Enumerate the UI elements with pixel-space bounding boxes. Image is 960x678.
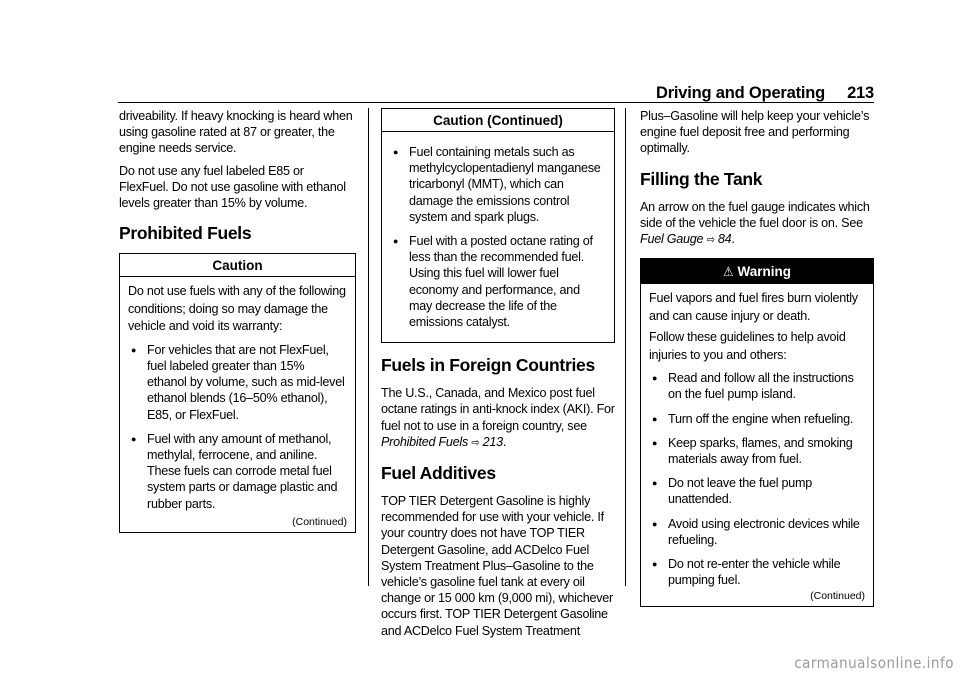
cross-reference-link[interactable]: Prohibited Fuels	[381, 434, 469, 449]
list-item: ● Fuel with any amount of methanol, methylal, ferrocene, and aniline. These fuels can corrode metal fuel system parts or damage plastic and rubber parts.	[128, 431, 347, 512]
warning-intro: Follow these guidelines to help avoid injuries to you and others:	[649, 330, 846, 362]
page-header	[656, 84, 874, 103]
cross-reference-link[interactable]: Fuel Gauge	[640, 232, 704, 247]
paragraph: driveability. If heavy knocking is heard when using gasoline rated at 87 or greater, the engine needs service.	[119, 109, 353, 156]
column-3	[640, 108, 874, 607]
watermark: carmanualsonline.info	[794, 654, 954, 672]
caution-title: Caution (Continued)	[382, 109, 614, 132]
list-item: ● Do not re-enter the vehicle while pumping fuel.	[649, 556, 865, 588]
paragraph: The U.S., Canada, and Mexico post fuel octane ratings in anti-knock index (AKI). For fuel not to use in a foreign country, see Prohibited Fuels ⇨ 213.	[381, 386, 615, 449]
section-heading: Fuels in Foreign Countries	[381, 355, 595, 376]
continued-label: (Continued)	[292, 515, 347, 528]
list-item: ● Fuel with a posted octane rating of less than the recommended fuel. Using this fuel will lower fuel economy and performance, and may decrease the life of the emissions catalyst.	[390, 233, 606, 330]
paragraph: TOP TIER Detergent Gasoline is highly recommended for use with your vehicle. If your country does not have TOP TIER Detergent Gasoline, add ACDelco Fuel System Treatment Plus–Gasoline to the vehicle’s gasoline fuel tank at every oil change or 15 000 km (9,000 mi), whichever occurs first. TOP TIER Detergent Gasoline and ACDelco Fuel System Treatment	[381, 494, 613, 638]
list-item: ● Read and follow all the instructions on the fuel pump island.	[649, 370, 865, 402]
paragraph-text: An arrow on the fuel gauge indicates which side of the vehicle the fuel door is on. See	[640, 199, 870, 230]
warning-triangle-icon: ⚠	[723, 264, 734, 280]
section-title: Driving and Operating	[655, 84, 826, 102]
column-divider	[368, 108, 369, 586]
caution-intro: Do not use fuels with any of the following conditions; doing so may damage the vehicle and void its warranty:	[128, 284, 346, 334]
section-heading: Prohibited Fuels	[119, 223, 252, 244]
paragraph: Plus–Gasoline will help keep your vehicle’s engine fuel deposit free and performing optimally.	[640, 109, 870, 156]
warning-title: Warning	[737, 264, 791, 280]
page-arrow-icon: ⇨	[706, 234, 715, 247]
paragraph: An arrow on the fuel gauge indicates which side of the vehicle the fuel door is on. See Fuel Gauge ⇨ 84.	[640, 199, 870, 247]
paragraph-text: The U.S., Canada, and Mexico post fuel octane ratings in anti-knock index (AKI). For fuel not to use in a foreign country, see	[381, 386, 615, 433]
section-heading: Filling the Tank	[640, 168, 763, 189]
caution-continued-box	[381, 108, 615, 343]
header-divider	[118, 102, 874, 103]
caution-title: Caution	[120, 254, 355, 277]
list-item: ● Avoid using electronic devices while refueling.	[649, 516, 865, 548]
warning-box	[640, 258, 874, 607]
column-1	[119, 108, 356, 533]
list-item: ● For vehicles that are not FlexFuel, fuel labeled greater than 15% ethanol by volume, such as mid-level ethanol blends (16–50% ethanol), E85, or FlexFuel.	[128, 342, 347, 423]
section-heading: Fuel Additives	[381, 463, 496, 484]
column-2	[381, 108, 615, 645]
list-item: ● Fuel containing metals such as methylcyclopentadienyl manganese tricarbonyl (MMT), which can damage the emissions control system and spark plugs.	[390, 144, 606, 225]
page-reference[interactable]: 213	[482, 434, 503, 449]
continued-label: (Continued)	[810, 590, 865, 603]
page-arrow-icon: ⇨	[471, 436, 480, 449]
page-reference[interactable]: 84	[717, 232, 732, 247]
list-item: ● Keep sparks, flames, and smoking materials away from fuel.	[649, 435, 865, 467]
warning-header	[641, 259, 873, 284]
caution-box	[119, 253, 356, 533]
column-divider	[625, 108, 626, 586]
list-item: ● Do not leave the fuel pump unattended.	[649, 475, 865, 507]
warning-intro: Fuel vapors and fuel fires burn violently and can cause injury or death.	[649, 291, 858, 323]
page-number: 213	[847, 84, 874, 102]
paragraph: Do not use any fuel labeled E85 or FlexFuel. Do not use gasoline with ethanol levels greater than 15% by volume.	[119, 163, 346, 211]
list-item: ● Turn off the engine when refueling.	[649, 411, 865, 427]
